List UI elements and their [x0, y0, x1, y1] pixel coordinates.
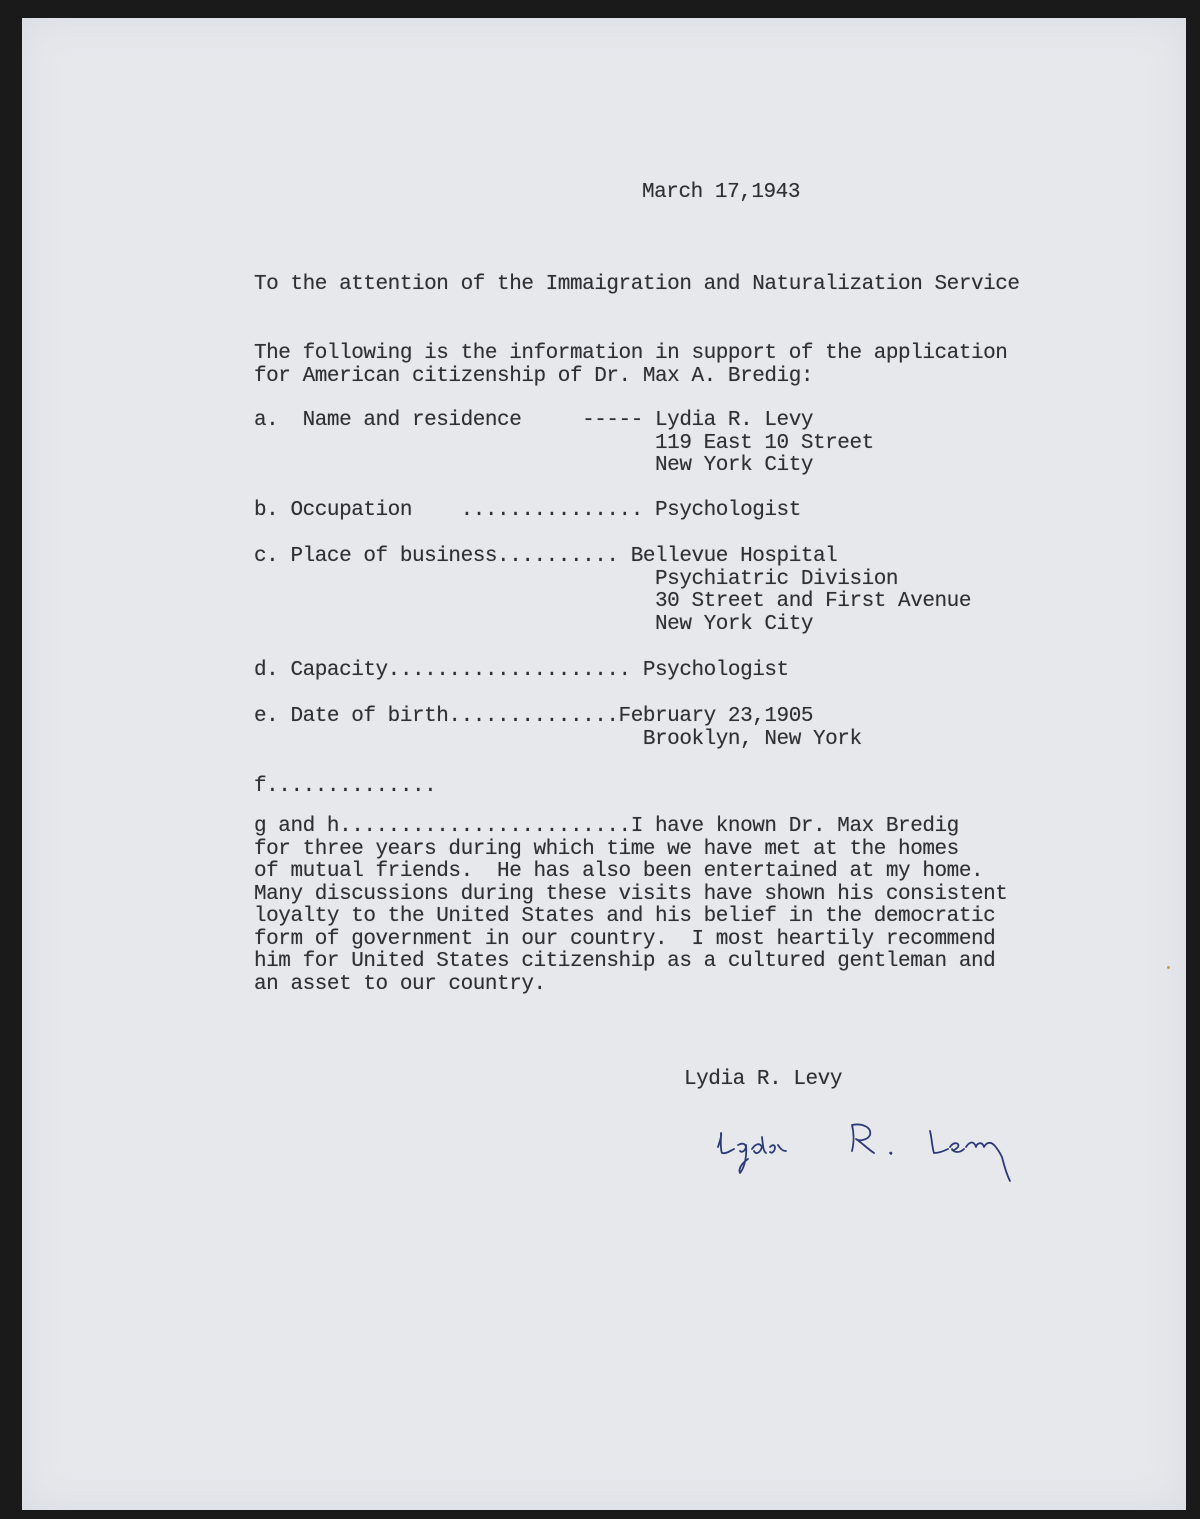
intro-line: for American citizenship of Dr. Max A. Bredig: [254, 364, 813, 388]
item-line: loyalty to the United States and his belief in the democratic [254, 905, 996, 928]
item-line: Psychiatric Division [254, 567, 899, 591]
item-name-and-residence [254, 410, 874, 478]
item-line: of mutual friends. He has also been entertained at my home. [254, 860, 984, 883]
attention-line: To the attention of the Immaigration and Naturalization Service [254, 273, 1020, 296]
item-line: c. Place of business.......... Bellevue Hospital [254, 545, 838, 568]
item-line: 119 East 10 Street [254, 431, 874, 455]
item-line: 30 Street and First Avenue [254, 590, 971, 613]
item-date-of-birth [254, 706, 862, 751]
paper-speck [1167, 966, 1170, 969]
item-capacity [254, 660, 789, 683]
letter-date: March 17,1943 [642, 181, 800, 204]
item-g-and-h-paragraph [254, 816, 1007, 996]
item-line: a. Name and residence ----- Lydia R. Levy [254, 409, 813, 432]
item-line: New York City [254, 454, 813, 477]
item-line: Many discussions during these visits have shown his consistent [254, 882, 1008, 906]
intro-line: The following is the information in support of the application [254, 342, 1008, 365]
item-line: b. Occupation ............... Psychologist [254, 499, 801, 522]
letter-page [22, 18, 1186, 1510]
typed-signature-name: Lydia R. Levy [684, 1068, 842, 1091]
item-line: form of government in our country. I most heartily recommend [254, 927, 996, 951]
item-line: Brooklyn, New York [254, 727, 862, 751]
item-line: f.............. [254, 775, 437, 798]
item-line: New York City [254, 612, 813, 636]
item-line: for three years during which time we have met at the homes [254, 837, 959, 861]
item-place-of-business [254, 546, 971, 636]
item-line: g and h........................I have known Dr. Max Bredig [254, 815, 959, 838]
handwritten-signature [712, 1113, 1052, 1193]
item-f [254, 776, 436, 799]
intro-paragraph [254, 343, 1007, 388]
item-line: e. Date of birth..............February 23,1905 [254, 705, 813, 728]
item-line: him for United States citizenship as a cultured gentleman and [254, 950, 996, 973]
item-line: d. Capacity.................... Psychologist [254, 659, 789, 682]
item-line: an asset to our country. [254, 972, 546, 996]
item-occupation [254, 500, 801, 523]
